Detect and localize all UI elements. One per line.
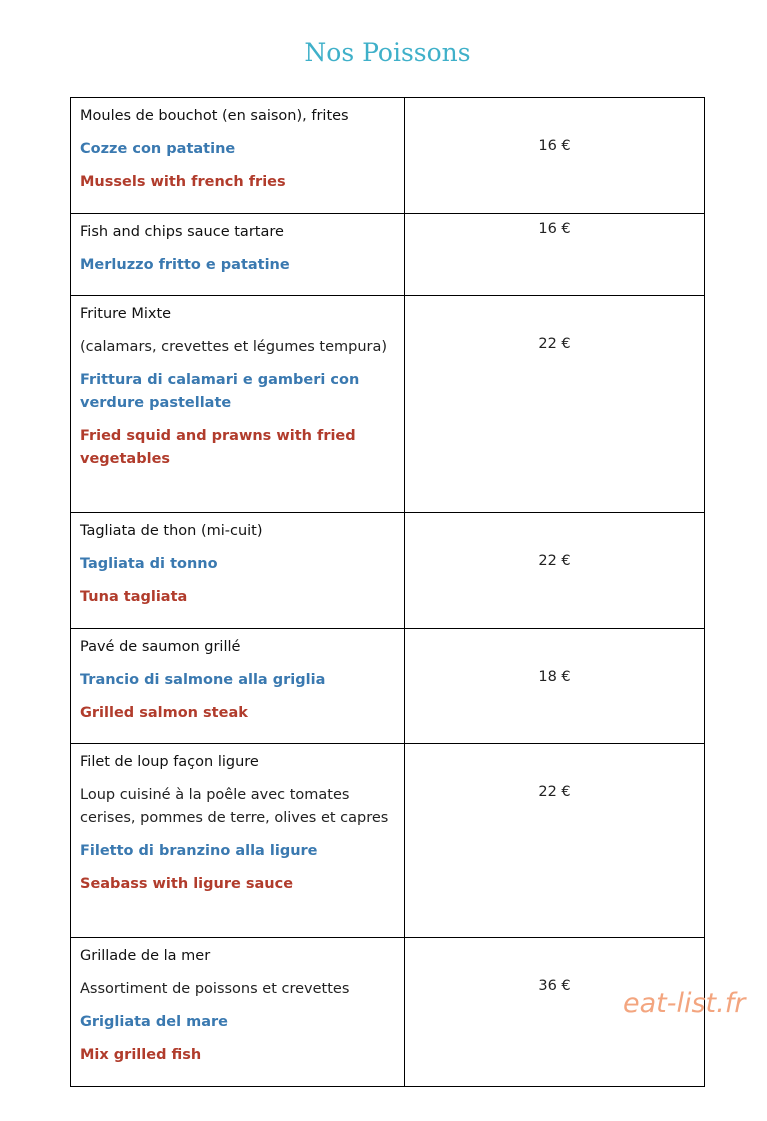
dish-description bbox=[71, 296, 405, 513]
dish-description bbox=[71, 938, 405, 1087]
dish-price bbox=[405, 744, 705, 938]
price-value: 22 € bbox=[538, 784, 571, 800]
price-value: 36 € bbox=[538, 978, 571, 994]
dish-name-fr: Moules de bouchot (en saison), frites bbox=[80, 108, 349, 124]
dish-description bbox=[71, 744, 405, 938]
page-title: Nos Poissons bbox=[304, 38, 471, 67]
dish-name-it: Merluzzo fritto e patatine bbox=[80, 257, 290, 273]
dish-name-it: Grigliata del mare bbox=[80, 1014, 229, 1030]
dish-description bbox=[71, 214, 405, 296]
table-row bbox=[71, 513, 705, 629]
dish-name-en: Mix grilled fish bbox=[80, 1047, 202, 1063]
dish-name-en: Tuna tagliata bbox=[80, 589, 188, 605]
dish-note: Assortiment de poissons et crevettes bbox=[80, 981, 350, 997]
menu-table bbox=[70, 97, 705, 1087]
dish-price bbox=[405, 629, 705, 744]
price-value: 22 € bbox=[538, 553, 571, 569]
table-row bbox=[71, 296, 705, 513]
price-value: 16 € bbox=[538, 138, 571, 154]
dish-name-it: Trancio di salmone alla griglia bbox=[80, 672, 326, 688]
price-value: 18 € bbox=[538, 669, 571, 685]
dish-note: Loup cuisiné à la poêle avec tomates cerises, pommes de terre, olives et capres bbox=[80, 787, 389, 826]
dish-name-en: Fried squid and prawns with fried vegetables bbox=[80, 428, 356, 467]
dish-name-en: Seabass with ligure sauce bbox=[80, 876, 294, 892]
dish-description bbox=[71, 513, 405, 629]
table-row bbox=[71, 98, 705, 214]
dish-name-fr: Pavé de saumon grillé bbox=[80, 639, 241, 655]
dish-note: (calamars, crevettes et légumes tempura) bbox=[80, 339, 388, 355]
dish-name-it: Tagliata di tonno bbox=[80, 556, 218, 572]
dish-price bbox=[405, 98, 705, 214]
table-row bbox=[71, 214, 705, 296]
table-row bbox=[71, 629, 705, 744]
dish-name-en: Mussels with french fries bbox=[80, 174, 286, 190]
dish-price bbox=[405, 513, 705, 629]
dish-name-fr: Friture Mixte bbox=[80, 306, 172, 322]
table-row bbox=[71, 938, 705, 1087]
dish-price bbox=[405, 296, 705, 513]
dish-name-fr: Tagliata de thon (mi-cuit) bbox=[80, 523, 263, 539]
watermark-text: eat-list.fr bbox=[623, 988, 746, 1019]
dish-name-it: Frittura di calamari e gamberi con verdure pastellate bbox=[80, 372, 360, 411]
dish-price bbox=[405, 214, 705, 296]
dish-name-fr: Fish and chips sauce tartare bbox=[80, 224, 284, 240]
price-value: 22 € bbox=[538, 336, 571, 352]
dish-name-fr: Filet de loup façon ligure bbox=[80, 754, 259, 770]
dish-description bbox=[71, 98, 405, 214]
table-row bbox=[71, 744, 705, 938]
price-value: 16 € bbox=[538, 221, 571, 237]
dish-name-fr: Grillade de la mer bbox=[80, 948, 211, 964]
dish-description bbox=[71, 629, 405, 744]
dish-name-it: Filetto di branzino alla ligure bbox=[80, 843, 318, 859]
dish-name-en: Grilled salmon steak bbox=[80, 705, 248, 721]
dish-name-it: Cozze con patatine bbox=[80, 141, 236, 157]
